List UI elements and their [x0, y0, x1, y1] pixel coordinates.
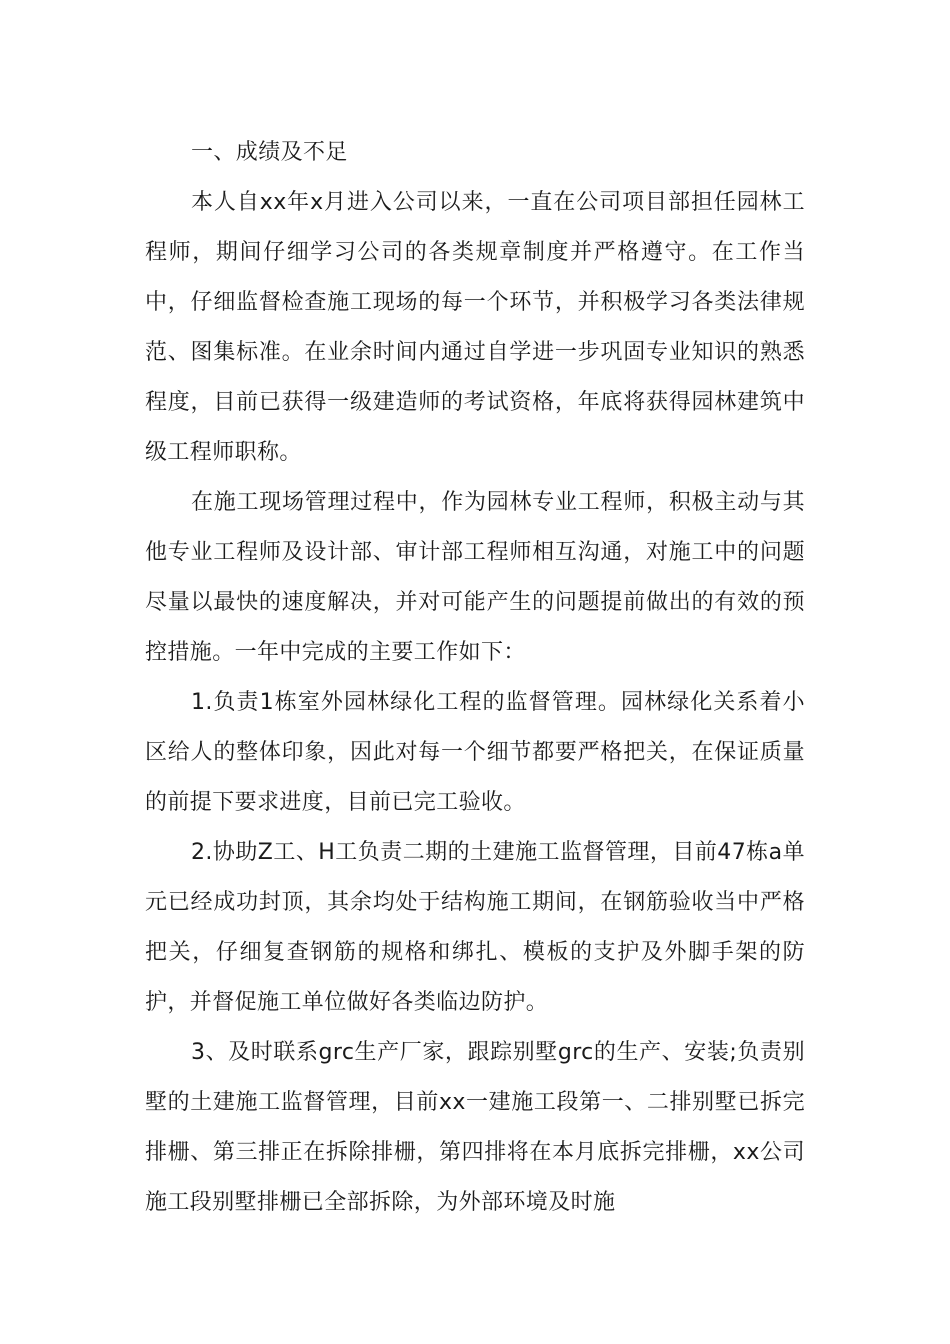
- paragraph-intro: 本人自xx年x月进入公司以来，一直在公司项目部担任园林工程师，期间仔细学习公司的各类规章制度并严格遵守。在工作当中，仔细监督检查施工现场的每一个环节，并积极学习各类法律规范、图集标准。在业余时间内通过自学进一步巩固专业知识的熟悉程度，目前已获得一级建造师的考试资格，年底将获得园林建筑中级工程师职称。: [145, 190, 805, 465]
- paragraph-site-management: 在施工现场管理过程中，作为园林专业工程师，积极主动与其他专业工程师及设计部、审计部工程师相互沟通，对施工中的问题尽量以最快的速度解决，并对可能产生的问题提前做出的有效的预控措施。一年中完成的主要工作如下：: [145, 490, 805, 665]
- paragraph-item-2: 2.协助Z工、H工负责二期的土建施工监督管理，目前47栋a单元已经成功封顶，其余均处于结构施工期间，在钢筋验收当中严格把关，仔细复查钢筋的规格和绑扎、模板的支护及外脚手架的防护，并督促施工单位做好各类临边防护。: [145, 840, 805, 1015]
- paragraph-item-1: 1.负责1栋室外园林绿化工程的监督管理。园林绿化关系着小区给人的整体印象，因此对每一个细节都要严格把关，在保证质量的前提下要求进度，目前已完工验收。: [145, 690, 805, 815]
- paragraph-item-3: 3、及时联系grc生产厂家，跟踪别墅grc的生产、安装;负责别墅的土建施工监督管理，目前xx一建施工段第一、二排别墅已拆完排栅、第三排正在拆除排栅，第四排将在本月底拆完排栅，xx公司施工段别墅排栅已全部拆除，为外部环境及时施: [145, 1040, 805, 1215]
- section-heading: 一、成绩及不足: [191, 140, 348, 165]
- document-body: [145, 128, 805, 1228]
